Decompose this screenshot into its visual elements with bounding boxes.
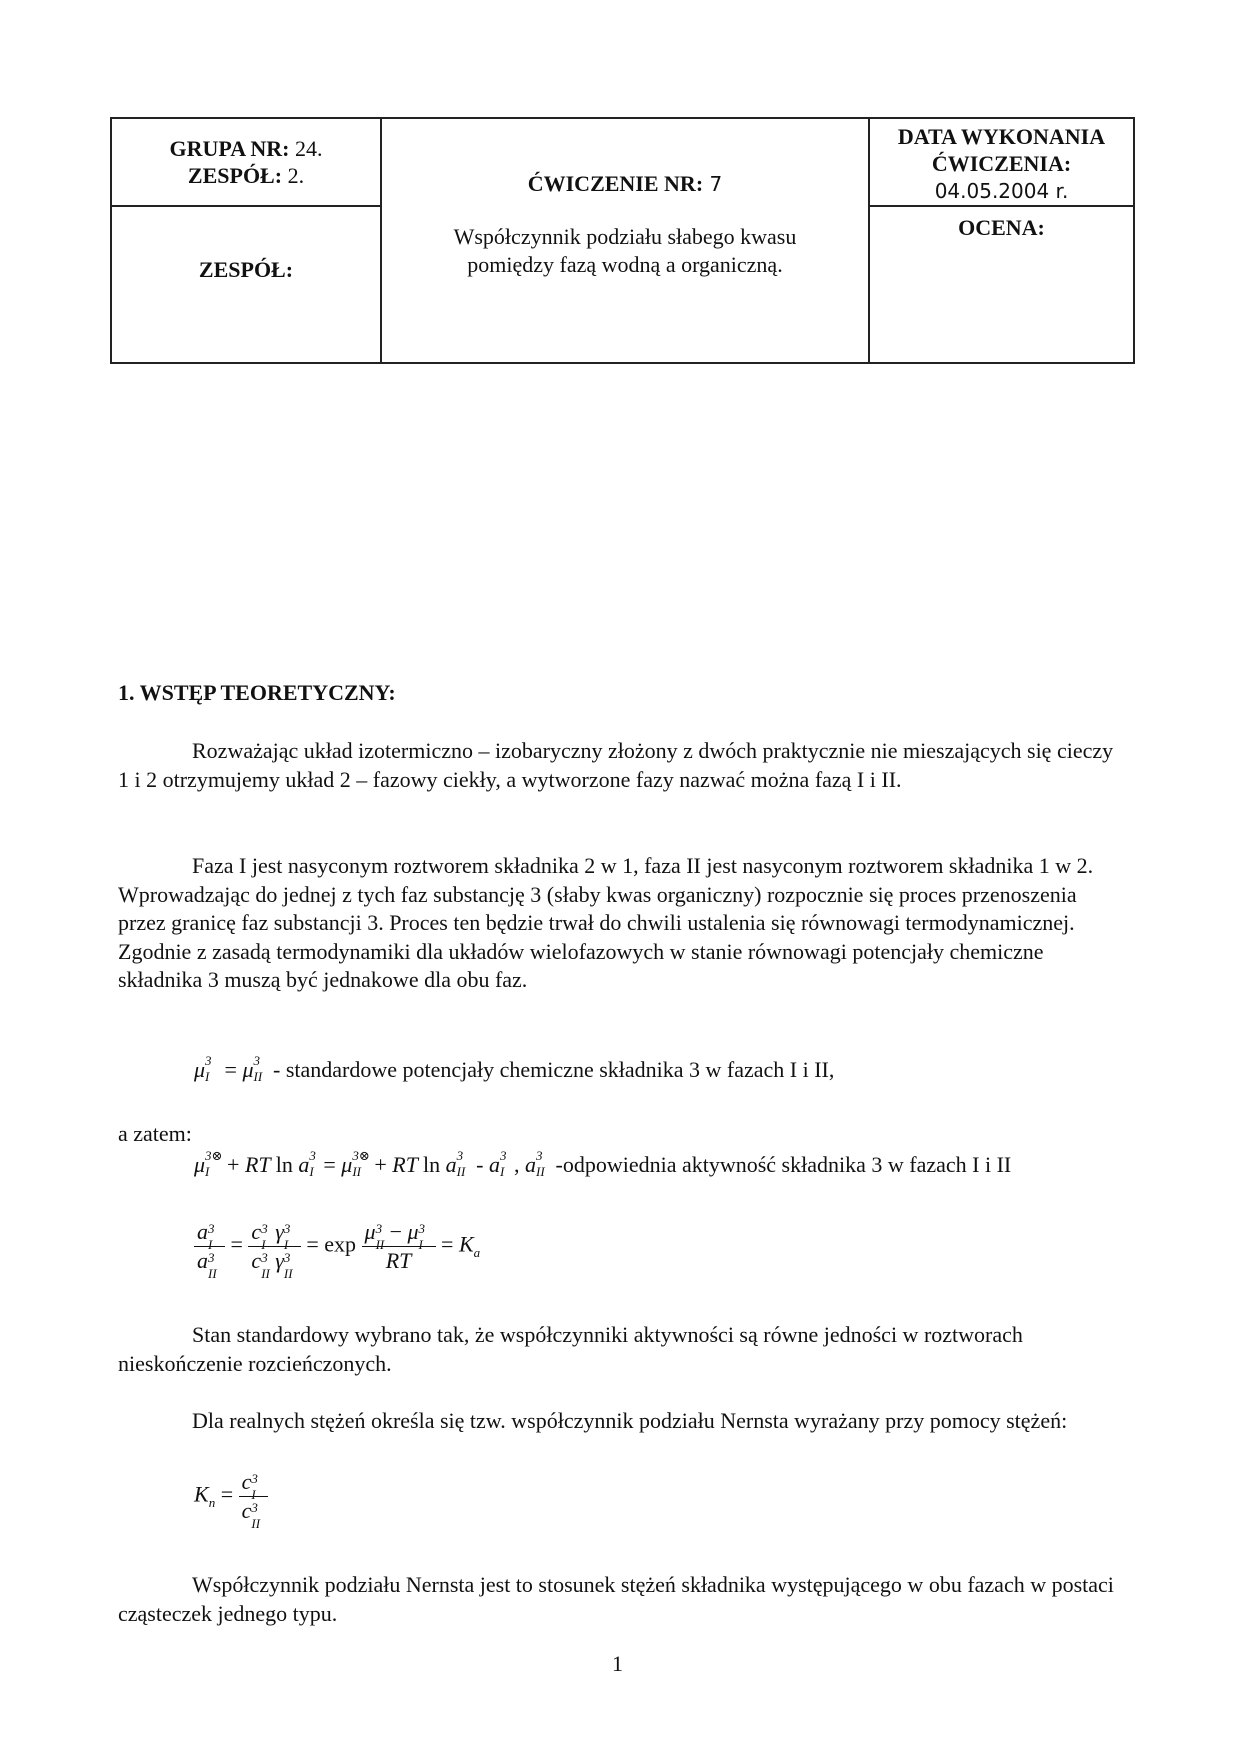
page-number: 1 (612, 1651, 623, 1676)
date-label-line1: DATA WYKONANIA (897, 124, 1106, 149)
equation-1-description: - standardowe potencjały chemiczne składnika 3 w fazach I i II, (267, 1057, 835, 1082)
group-cell (111, 118, 381, 206)
equation-3: a 3 I a 3 II = c 3 I γ 3 I c 3 II γ 3 II = exp μ 3 II − μ 3 I RT = $K_a$ (194, 1218, 480, 1275)
date-label-line2: ĆWICZENIA: (931, 151, 1072, 176)
date-value: 04.05.2004 r. (934, 179, 1069, 203)
equation-1: μ 3 I = μ 3 II (194, 1053, 263, 1084)
team-members-cell (111, 206, 381, 363)
grade-cell (869, 206, 1134, 363)
date-cell (869, 118, 1134, 206)
paragraph-3: Stan standardowy wybrano tak, że współczynniki aktywności są równe jedności w roztworach nieskończenie rozcieńczonych. (118, 1322, 1023, 1376)
team-members-label: ZESPÓŁ: (198, 257, 294, 282)
paragraph-4: Dla realnych stężeń określa się tzw. współczynnik podziału Nernsta wyrażany przy pomocy stężeń: (192, 1408, 1068, 1433)
group-label: GRUPA NR: (169, 136, 290, 161)
grade-label: OCENA: (958, 215, 1045, 240)
exercise-cell (381, 118, 869, 363)
paragraph-1: Rozważając układ izotermiczno – izobaryczny złożony z dwóch praktycznie nie mieszających się cieczy 1 i 2 otrzymujemy układ 2 – fazowy ciekły, a wytworzone fazy nazwać można fazą I i II. (118, 738, 1114, 792)
section-heading: 1. WSTĘP TEORETYCZNY: (118, 680, 396, 705)
equation-4: $K_n$ = c 3 I c 3 II (194, 1468, 268, 1525)
exercise-title-line2: pomiędzy fazą wodną a organiczną. (467, 252, 783, 277)
header-table (110, 117, 1135, 364)
exercise-value: 7 (703, 172, 723, 196)
equation-1-row (194, 1053, 835, 1084)
paragraph-2: Faza I jest nasyconym roztworem składnika 2 w 1, faza II jest nasyconym roztworem składnika 1 w 2. Wprowadzając do jednej z tych faz substancję 3 (słaby kwas organiczny) rozpocznie się proces przenoszenia przez granicę faz substancji 3. Proces ten będzie trwał do chwili ustalenia się równowagi termodynamicznej. Zgodnie z zasadą termodynamiki dla układów wielofazowych w stanie równowagi potencjały chemiczne składnika 3 muszą być jednakowe dla obu faz. (118, 853, 1094, 992)
equation-2-description: -odpowiednia aktywność składnika 3 w fazach I i II (550, 1152, 1012, 1177)
exercise-title-line1: Współczynnik podziału słabego kwasu (453, 224, 797, 249)
equation-2-row (194, 1148, 1012, 1179)
team-label: ZESPÓŁ: (187, 163, 283, 188)
exercise-label: ĆWICZENIE NR: (527, 171, 704, 196)
group-value: 24. (289, 136, 323, 161)
paragraph-5: Współczynnik podziału Nernsta jest to stosunek stężeń składnika występującego w obu fazach w postaci cząsteczek jednego typu. (118, 1572, 1114, 1626)
team-value: 2. (282, 163, 305, 188)
equation-2: μ 3⊗ I + RT ln a 3 I = μ 3⊗ II + RT ln a 3 II - a 3 I , a 3 II (194, 1148, 545, 1179)
azatem-text: a zatem: (118, 1121, 192, 1146)
